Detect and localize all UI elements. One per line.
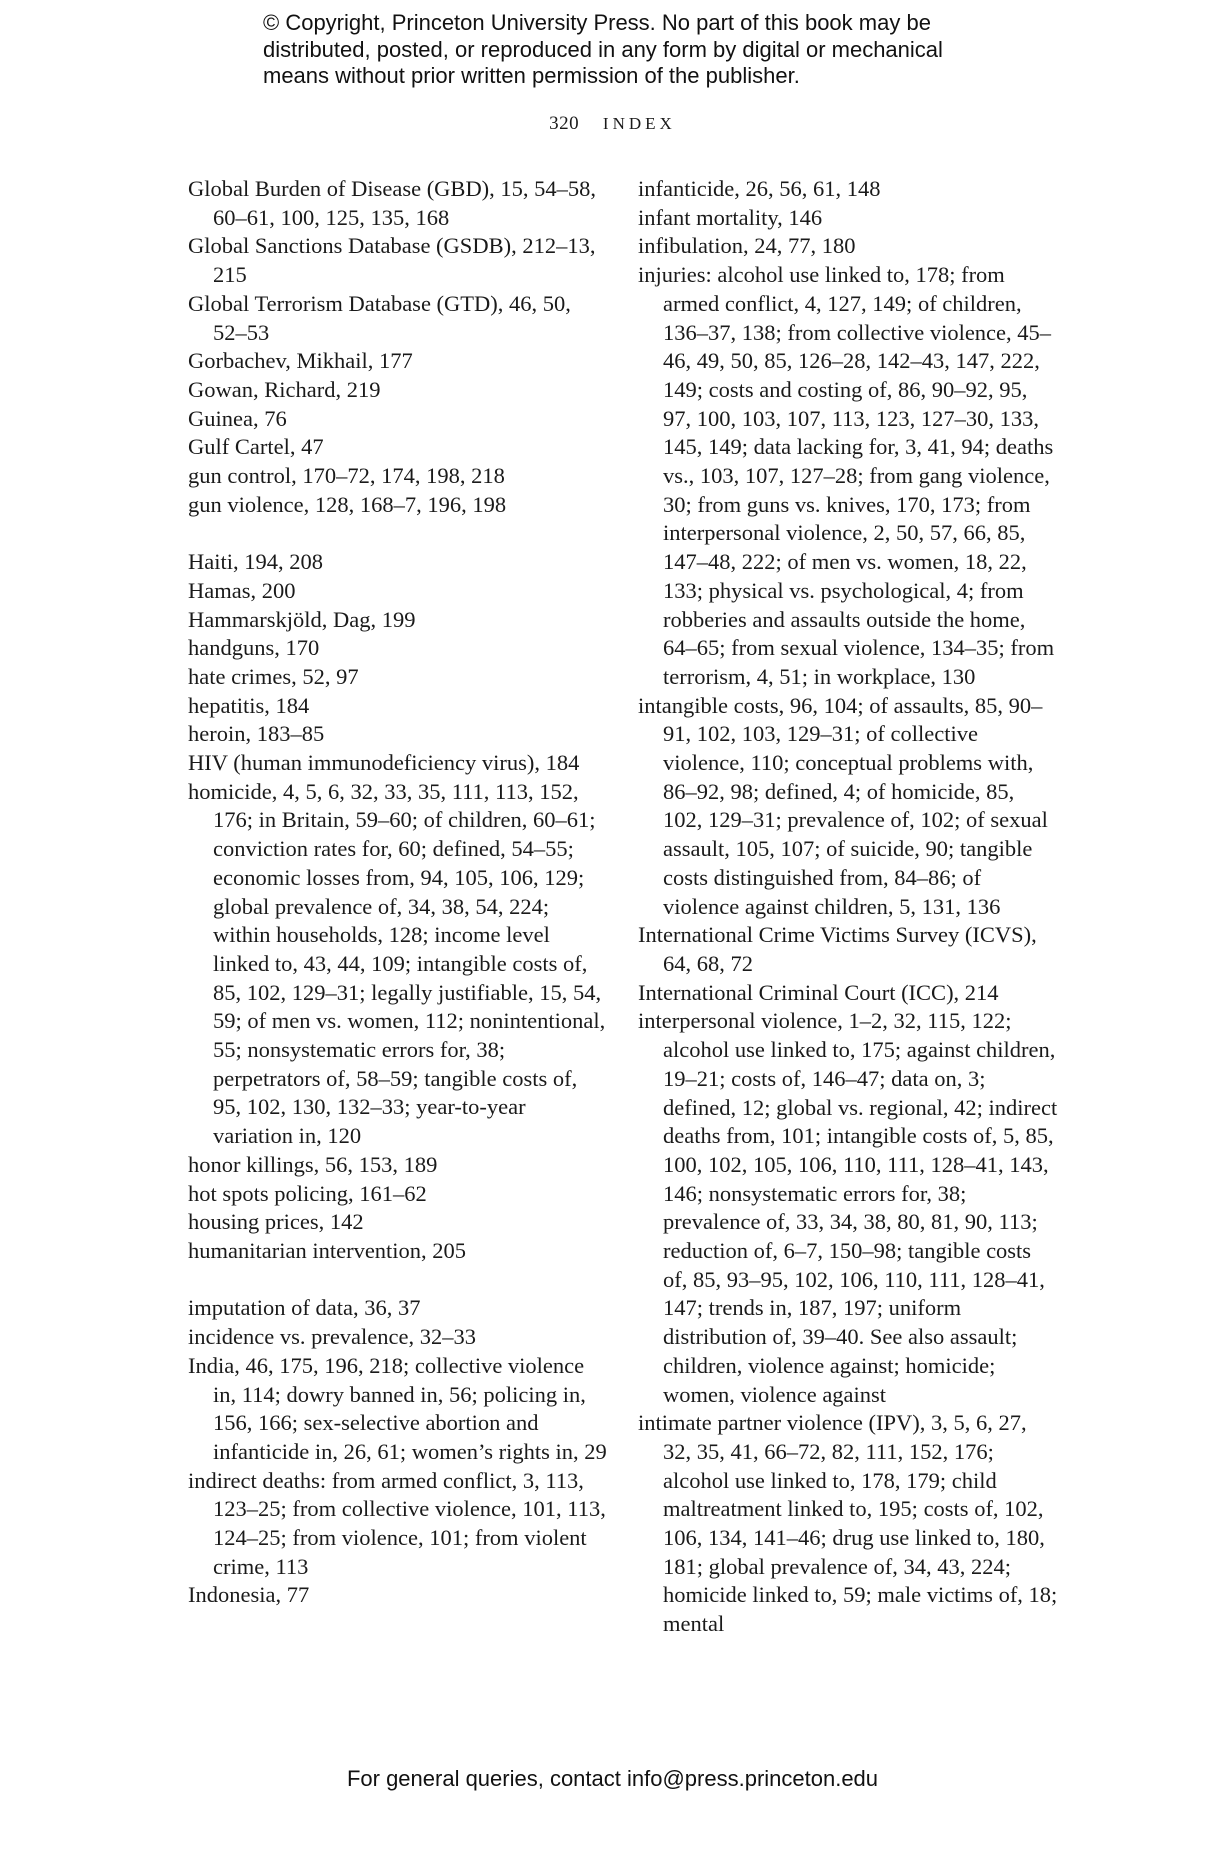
- index-entry: Hammarskjöld, Dag, 199: [188, 606, 416, 632]
- section-title: INDEX: [602, 114, 676, 133]
- letter-group-spacer: [188, 519, 608, 548]
- index-entry: Gorbachev, Mikhail, 177: [188, 348, 413, 374]
- index-entry: infibulation, 24, 77, 180: [638, 233, 856, 259]
- index-entry: infant mortality, 146: [638, 204, 823, 230]
- copyright-notice: [263, 10, 1023, 90]
- index-entry: Global Burden of Disease (GBD), 15, 54–58, 60–61, 100, 125, 135, 168: [188, 176, 597, 230]
- copyright-line: means without prior written permission of the publisher.: [263, 63, 800, 88]
- index-entry: housing prices, 142: [188, 1209, 364, 1235]
- index-entry: Haiti, 194, 208: [188, 549, 323, 575]
- index-entry: humanitarian intervention, 205: [188, 1238, 467, 1263]
- index-entry: International Criminal Court (ICC), 214: [638, 979, 999, 1005]
- index-entry: heroin, 183–85: [188, 721, 325, 747]
- index-entry: interpersonal violence, 1–2, 32, 115, 122; alcohol use linked to, 175; against children, 19–21; costs of, 146–47; data on, 3; defined, 12; global vs. regional, 42; indirect deaths from, 101; intangible costs of, 5, 85, 100, 102, 105, 106, 110, 111, 128–41, 143, 146; nonsystematic errors for, 38; prevalence of, 33, 34, 38, 80, 81, 90, 113; reduction of, 6–7, 150–98; tangible costs of, 85, 93–95, 102, 106, 110, 111, 128–41, 147; trends in, 187, 197; uniform distribution of, 39–40. See also assault; children, violence against; homicide; women, violence against: [638, 1008, 1058, 1407]
- index-entry: hate crimes, 52, 97: [188, 663, 359, 689]
- index-entry: honor killings, 56, 153, 189: [188, 1151, 438, 1177]
- index-entry: intimate partner violence (IPV), 3, 5, 6, 27, 32, 35, 41, 66–72, 82, 111, 152, 176; alcohol use linked to, 178, 179; child maltreatment linked to, 195; costs of, 102, 106, 134, 141–46; drug use linked to, 180, 181; global prevalence of, 34, 43, 224; homicide linked to, 59; male victims of, 18; mental: [638, 1410, 1058, 1637]
- letter-group-spacer: [188, 1266, 608, 1295]
- index-entry: Global Sanctions Database (GSDB), 212–13, 215: [188, 233, 596, 288]
- running-head: [0, 113, 1225, 135]
- index-entry: indirect deaths: from armed conflict, 3, 113, 123–25; from collective violence, 101, 113, 124–25; from violence, 101; from violent crime, 113: [188, 1467, 606, 1579]
- index-entry: India, 46, 175, 196, 218; collective violence in, 114; dowry banned in, 56; policing in, 156, 166; sex-selective abortion and infanticide in, 26, 61; women’s rights in, 29: [188, 1352, 607, 1464]
- index-entry: intangible costs, 96, 104; of assaults, 85, 90–91, 102, 103, 129–31; of collective violence, 110; conceptual problems with, 86–92, 98; defined, 4; of homicide, 85, 102, 129–31; prevalence of, 102; of sexual assault, 105, 107; of suicide, 90; tangible costs distinguished from, 84–86; of violence against children, 5, 131, 136: [638, 692, 1048, 919]
- index-entry: Guinea, 76: [188, 405, 287, 431]
- index-entry: gun control, 170–72, 174, 198, 218: [188, 463, 505, 489]
- index-entry: hot spots policing, 161–62: [188, 1180, 427, 1206]
- index-entry: homicide, 4, 5, 6, 32, 33, 35, 111, 113, 152, 176; in Britain, 59–60; of children, 60–61; conviction rates for, 60; defined, 54–55; economic losses from, 94, 105, 106, 129; global prevalence of, 34, 38, 54, 224; within households, 128; income level linked to, 43, 44, 109; intangible costs of, 85, 102, 129–31; legally justifiable, 15, 54, 59; of men vs. women, 112; nonintentional, 55; nonsystematic errors for, 38; perpetrators of, 58–59; tangible costs of, 95, 102, 130, 132–33; year-to-year variation in, 120: [188, 778, 606, 1149]
- index-entry: Gulf Cartel, 47: [188, 434, 324, 460]
- index-entry: Gowan, Richard, 219: [188, 376, 381, 402]
- index-entry: hepatitis, 184: [188, 692, 310, 718]
- copyright-line: distributed, posted, or reproduced in any form by digital or mechanical: [263, 36, 943, 62]
- footer-contact: For general queries, contact info@press.princeton.edu: [346, 1766, 879, 1791]
- index-entry: Hamas, 200: [188, 577, 296, 603]
- index-entry: gun violence, 128, 168–7, 196, 198: [188, 491, 507, 517]
- index-entry: International Crime Victims Survey (ICVS), 64, 68, 72: [638, 922, 1037, 976]
- index-entry: injuries: alcohol use linked to, 178; from armed conflict, 4, 127, 149; of children, 136–37, 138; from collective violence, 45–46, 49, 50, 85, 126–28, 142–43, 147, 222, 149; costs and costing of, 86, 90–92, 95, 97, 100, 103, 107, 113, 123, 127–30, 133, 145, 149; data lacking for, 3, 41, 94; deaths vs., 103, 107, 127–28; from gang violence, 30; from guns vs. knives, 170, 173; from interpersonal violence, 2, 50, 57, 66, 85, 147–48, 222; of men vs. women, 18, 22, 133; physical vs. psychological, 4; from robberies and assaults outside the home, 64–65; from sexual violence, 134–35; from terrorism, 4, 51; in workplace, 130: [638, 262, 1055, 689]
- index-column-right: [638, 175, 1058, 1639]
- index-entry: infanticide, 26, 56, 61, 148: [638, 176, 881, 201]
- index-entry: incidence vs. prevalence, 32–33: [188, 1324, 477, 1350]
- page-number: 320: [549, 113, 580, 134]
- index-column-left: [188, 175, 608, 1610]
- index-entry: imputation of data, 36, 37: [188, 1295, 421, 1321]
- index-entry: Global Terrorism Database (GTD), 46, 50, 52–53: [188, 290, 571, 345]
- index-entry: handguns, 170: [188, 635, 320, 661]
- index-entry: Indonesia, 77: [188, 1582, 310, 1608]
- index-entry: HIV (human immunodeficiency virus), 184: [188, 750, 580, 776]
- copyright-line: © Copyright, Princeton University Press. No part of this book may be: [263, 10, 931, 35]
